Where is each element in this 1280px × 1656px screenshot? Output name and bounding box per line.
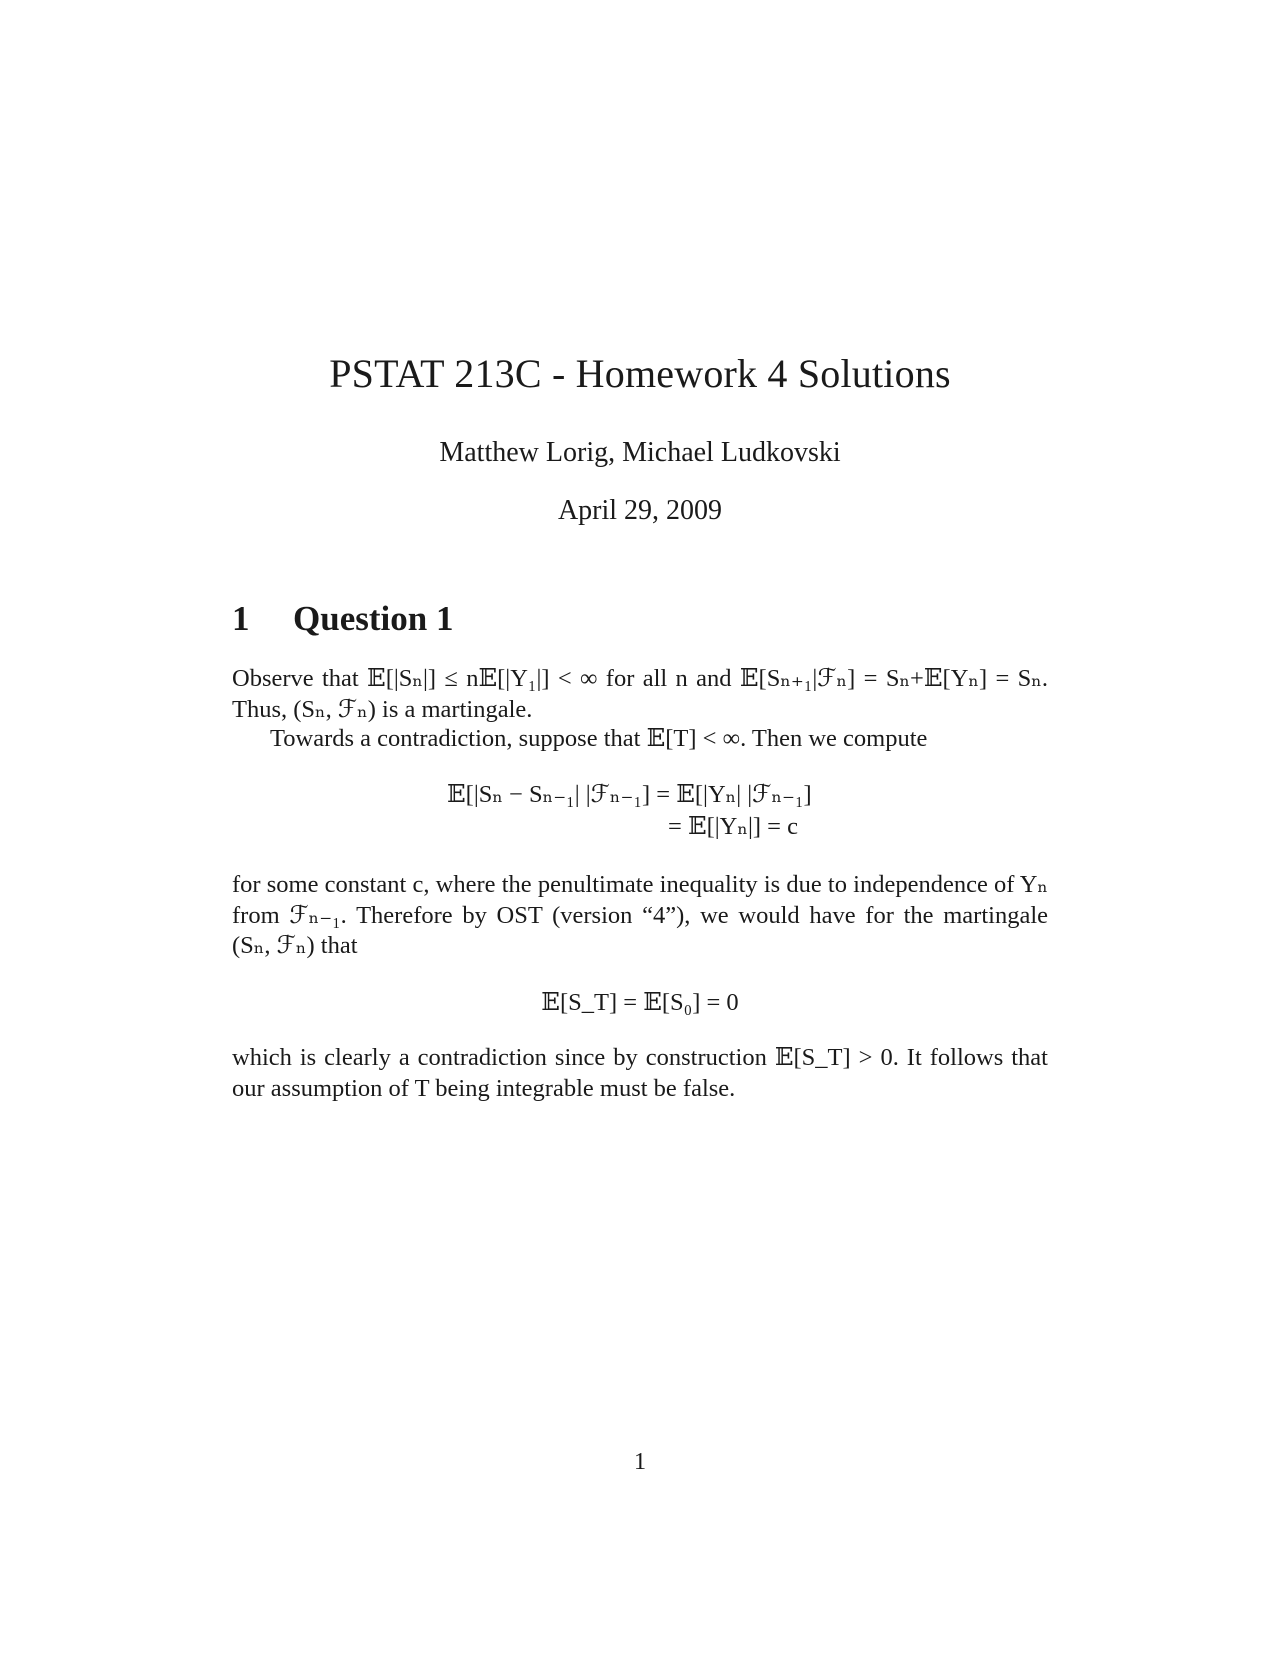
paragraph-3 xyxy=(232,870,1048,962)
section-heading xyxy=(232,598,453,640)
paragraph-4-text: which is clearly a contradiction since by construction 𝔼[S_T] > 0. It follows that our assumption of T being integrable must be false. xyxy=(232,1044,1048,1102)
paragraph-2 xyxy=(232,724,1048,755)
page-number: 1 xyxy=(633,1448,647,1475)
equation-2: 𝔼[S_T] = 𝔼[S₀] = 0 xyxy=(541,989,739,1016)
section-number: 1 xyxy=(232,599,250,638)
equation-1-line-1: 𝔼[|Sₙ − Sₙ₋₁| |ℱₙ₋₁] = 𝔼[|Yₙ| |ℱₙ₋₁] xyxy=(447,781,812,808)
paragraph-2-text: Towards a contradiction, suppose that 𝔼[T] < ∞. Then we compute xyxy=(270,725,928,752)
document-date: April 29, 2009 xyxy=(557,495,723,526)
paragraph-1 xyxy=(232,664,1048,725)
document-authors: Matthew Lorig, Michael Ludkovski xyxy=(439,437,841,468)
paragraph-1-text: Observe that 𝔼[|Sₙ|] ≤ n𝔼[|Y₁|] < ∞ for all n and 𝔼[Sₙ₊₁|ℱₙ] = Sₙ+𝔼[Yₙ] = Sₙ. Thus, (Sₙ, ℱₙ) is a martingale. xyxy=(232,665,1048,723)
paragraph-3-text: for some constant c, where the penultimate inequality is due to independence of Yₙ from ℱₙ₋₁. Therefore by OST (version “4”), we would have for the martingale (Sₙ, ℱₙ) that xyxy=(232,871,1048,959)
section-title: Question 1 xyxy=(293,599,454,638)
equation-1-line-2: = 𝔼[|Yₙ|] = c xyxy=(668,813,798,840)
paragraph-4 xyxy=(232,1043,1048,1104)
document-title: PSTAT 213C - Homework 4 Solutions xyxy=(329,351,951,396)
